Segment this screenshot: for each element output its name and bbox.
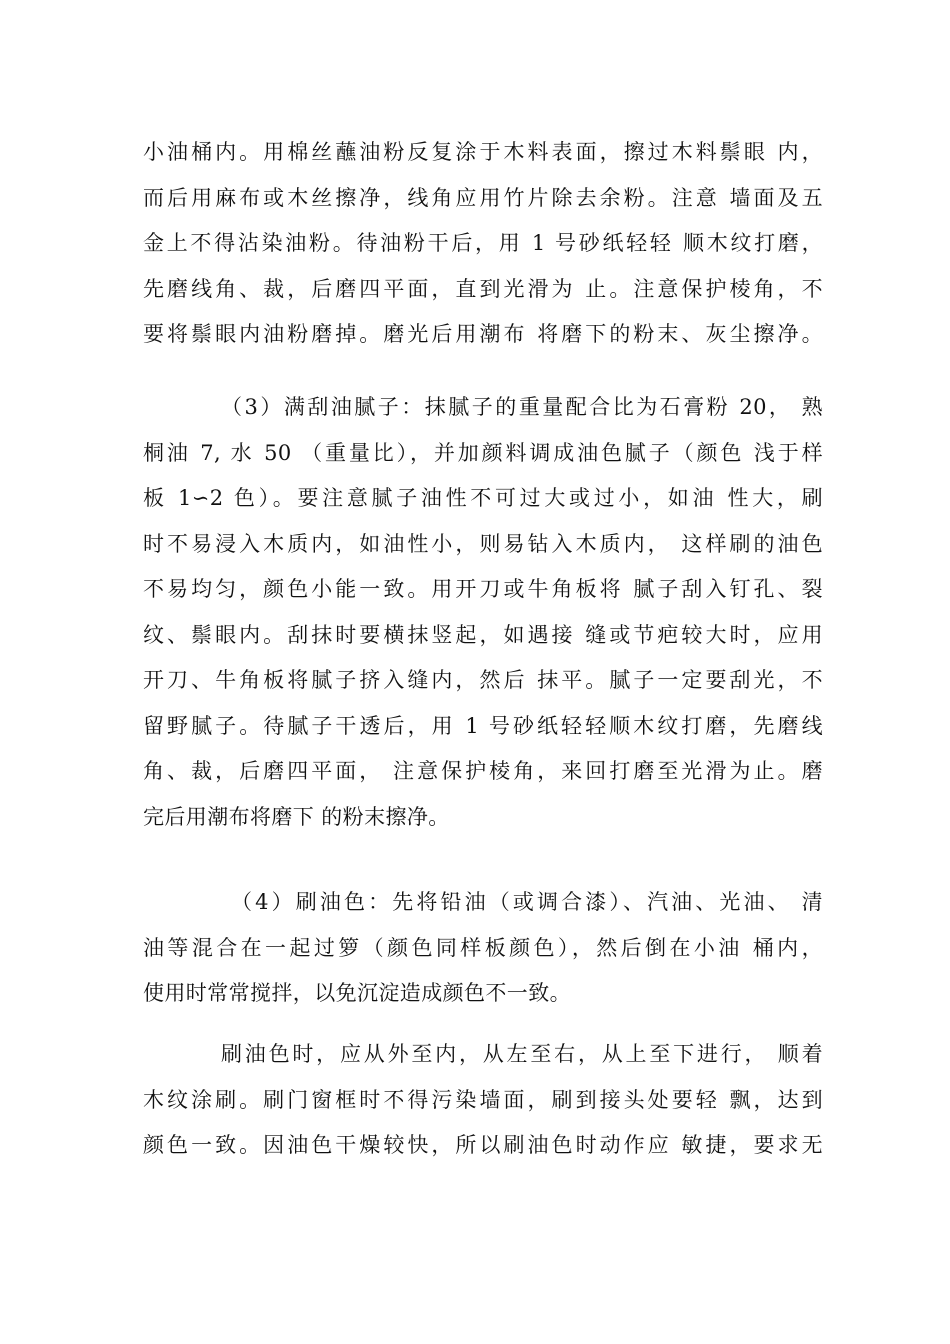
paragraph-1: [143, 130, 823, 358]
text-line: 使用时常常搅拌，以免沉淀造成颜色不一致。: [143, 981, 571, 1005]
text-line: 小油桶内。用棉丝蘸油粉反复涂于木料表面，擦过木料鬃眼 内，: [143, 140, 823, 164]
text-line: 不易均匀，颜色小能一致。用开刀或牛角板将 腻子刮入钉孔、裂: [143, 577, 823, 601]
text-line: 留野腻子。待腻子干透后，用 1 号砂纸轻轻顺木纹打磨，先磨线: [143, 713, 823, 738]
paragraph-3: [143, 880, 823, 1017]
text-line: 先磨线角、裁，后磨四平面，直到光滑为 止。注意保护棱角，不: [143, 276, 823, 301]
text-line: 油等混合在一起过箩（颜色同样板颜色），然后倒在小油 桶内，: [143, 935, 823, 960]
text-line: 桐油 7, 水 50 （重量比），并加颜料调成油色腻子（颜色 浅于样: [143, 440, 823, 465]
text-line: 刷油色时，应从外至内，从左至右，从上至下进行， 顺着: [221, 1042, 823, 1066]
text-line: 开刀、牛角板将腻子挤入缝内，然后 抹平。腻子一定要刮光，不: [143, 668, 823, 692]
text-line: 颜色一致。因油色干燥较快，所以刷油色时动作应 敏捷，要求无: [143, 1133, 823, 1157]
text-line: 完后用潮布将磨下 的粉末擦净。: [143, 804, 450, 829]
text-line: （3）满刮油腻子：抹腻子的重量配合比为石膏粉 20， 熟: [221, 395, 823, 419]
text-line: （4）刷油色：先将铅油（或调合漆）、汽油、光油、 清: [231, 890, 823, 914]
text-line: 时不易浸入木质内，如油性小，则易钻入木质内， 这样刷的油色: [143, 531, 823, 556]
text-line: 木纹涂刷。刷门窗框时不得污染墙面，刷到接头处要轻 飘，达到: [143, 1087, 823, 1112]
text-line: 板 1∽2 色）。要注意腻子油性不可过大或过小，如油 性大，刷: [143, 486, 823, 510]
text-line: 要将鬃眼内油粉磨掉。磨光后用潮布 将磨下的粉末、灰尘擦净。: [143, 322, 823, 346]
paragraph-4: [143, 1032, 823, 1169]
text-line: 纹、鬃眼内。刮抹时要横抹竖起，如遇接 缝或节疤较大时，应用: [143, 622, 823, 647]
text-line: 而后用麻布或木丝擦净，线角应用竹片除去余粉。注意 墙面及五: [143, 185, 823, 210]
text-line: 金上不得沾染油粉。待油粉干后，用 1 号砂纸轻轻 顺木纹打磨，: [143, 231, 823, 255]
paragraph-2: [143, 385, 823, 840]
text-line: 角、裁，后磨四平面， 注意保护棱角，来回打磨至光滑为止。磨: [143, 759, 823, 783]
